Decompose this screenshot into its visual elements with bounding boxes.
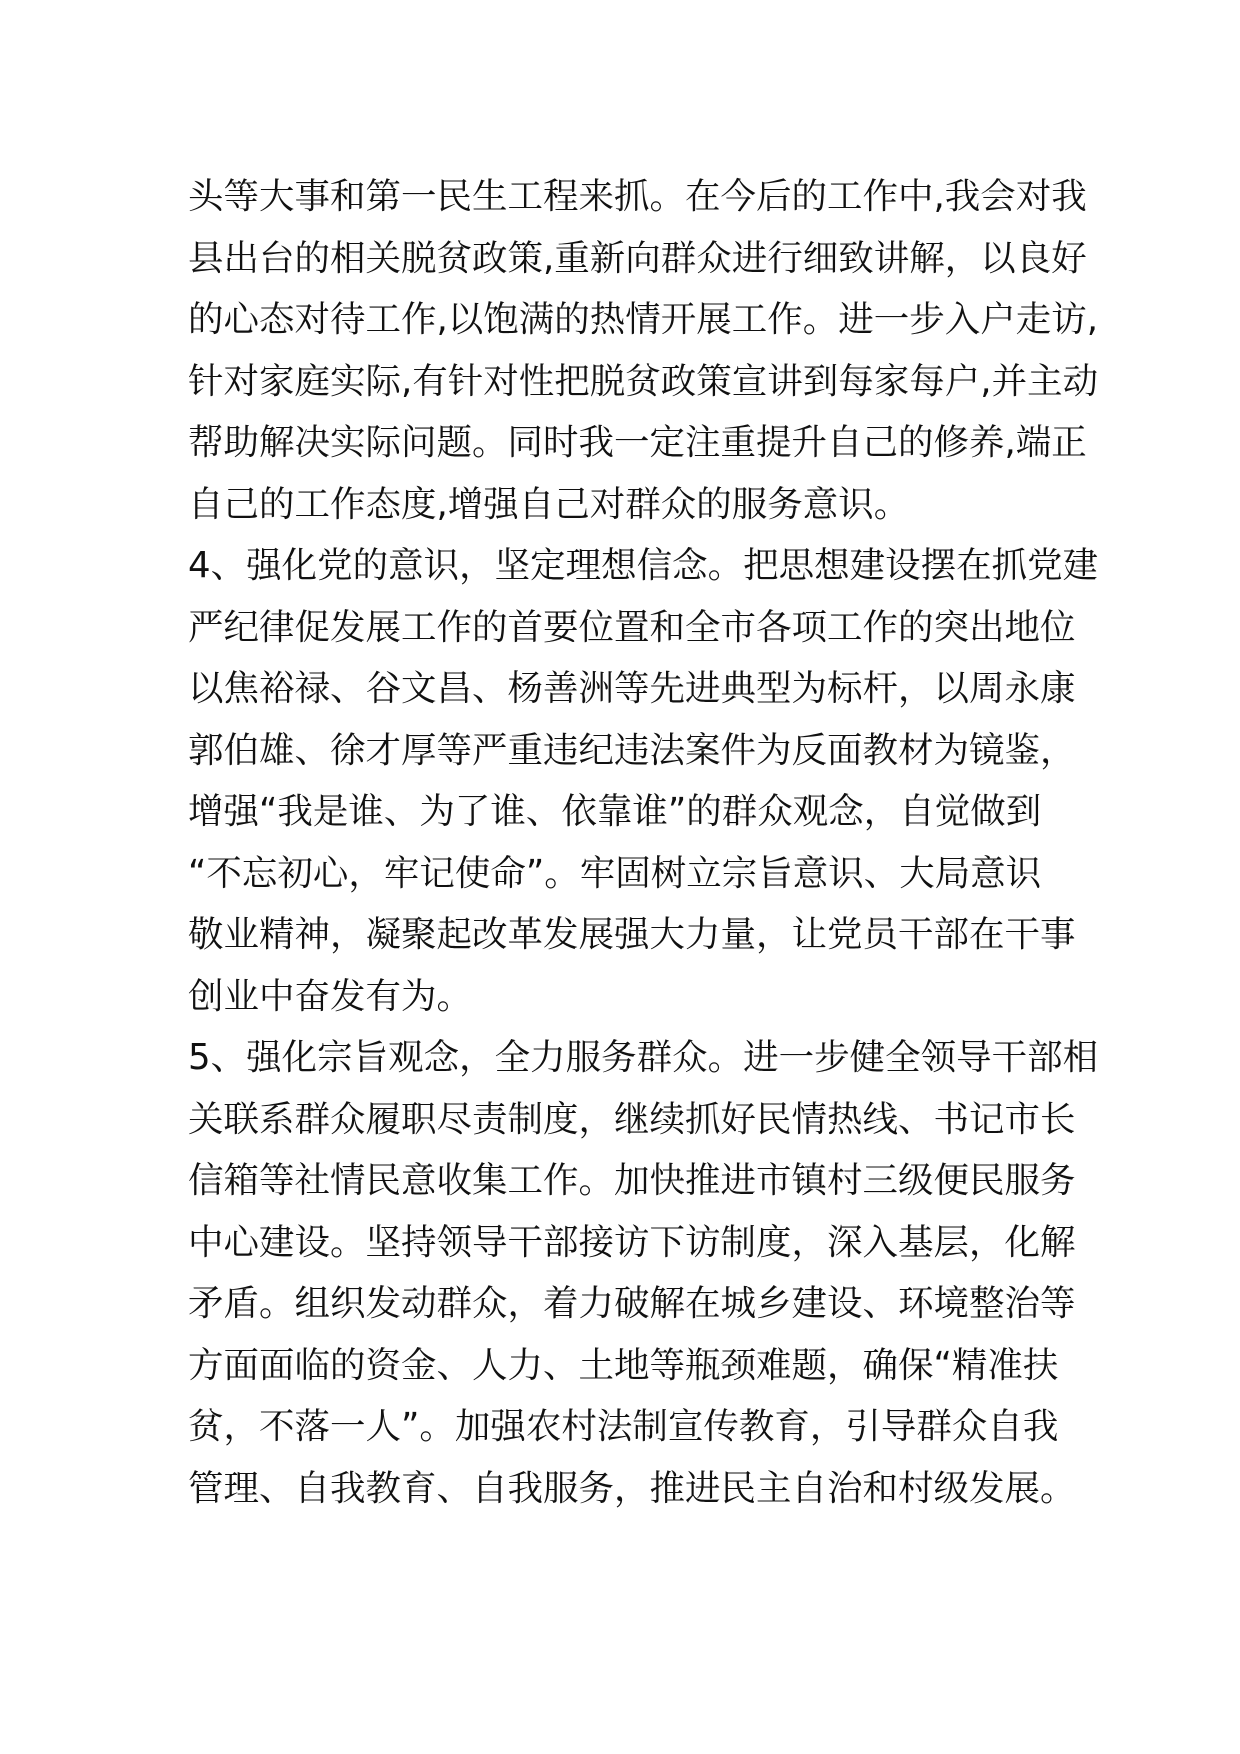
text-line: 针对家庭实际,有针对性把脱贫政策宣讲到每家每户,并主动 bbox=[188, 360, 1099, 402]
text-line: 以焦裕禄、谷文昌、杨善洲等先进典型为标杆，以周永康 bbox=[188, 668, 1076, 709]
text-line: “不忘初心，牢记使命”。牢固树立宗旨意识、大局意识 bbox=[188, 852, 1042, 894]
text-line: 关联系群众履职尽责制度，继续抓好民情热线、书记市长 bbox=[188, 1098, 1076, 1140]
text-line: 贫，不落一人”。加强农村法制宣传教育，引导群众自我 bbox=[188, 1406, 1059, 1447]
text-line: 4、强化党的意识，坚定理想信念。把思想建设摆在抓党建 bbox=[188, 545, 1099, 586]
text-line: 严纪律促发展工作的首要位置和全市各项工作的突出地位 bbox=[188, 606, 1076, 648]
text-line: 的心态对待工作,以饱满的热情开展工作。进一步入户走访, bbox=[188, 299, 1099, 340]
text-line: 管理、自我教育、自我服务，推进民主自治和村级发展。 bbox=[188, 1467, 1076, 1509]
text-line: 敬业精神，凝聚起改革发展强大力量，让党员干部在干事 bbox=[188, 914, 1076, 955]
text-line: 自己的工作态度,增强自己对群众的服务意识。 bbox=[188, 483, 910, 525]
text-line: 县出台的相关脱贫政策,重新向群众进行细致讲解，以良好 bbox=[188, 237, 1087, 279]
text-line: 5、强化宗旨观念，全力服务群众。进一步健全领导干部相 bbox=[188, 1037, 1099, 1078]
text-line: 矛盾。组织发动群众，着力破解在城乡建设、环境整治等 bbox=[188, 1283, 1076, 1324]
text-line: 创业中奋发有为。 bbox=[188, 975, 473, 1017]
text-line: 中心建设。坚持领导干部接访下访制度，深入基层，化解 bbox=[188, 1221, 1076, 1263]
text-line: 帮助解决实际问题。同时我一定注重提升自己的修养,端正 bbox=[188, 422, 1087, 463]
document-body-text bbox=[188, 166, 1099, 1519]
text-line: 郭伯雄、徐才厚等严重违纪违法案件为反面教材为镜鉴， bbox=[188, 729, 1076, 771]
text-line: 头等大事和第一民生工程来抓。在今后的工作中,我会对我 bbox=[188, 176, 1087, 217]
text-line: 信箱等社情民意收集工作。加快推进市镇村三级便民服务 bbox=[188, 1160, 1076, 1201]
text-line: 方面面临的资金、人力、土地等瓶颈难题，确保“精准扶 bbox=[188, 1344, 1059, 1386]
text-line: 增强“我是谁、为了谁、依靠谁”的群众观念，自觉做到 bbox=[188, 791, 1042, 832]
